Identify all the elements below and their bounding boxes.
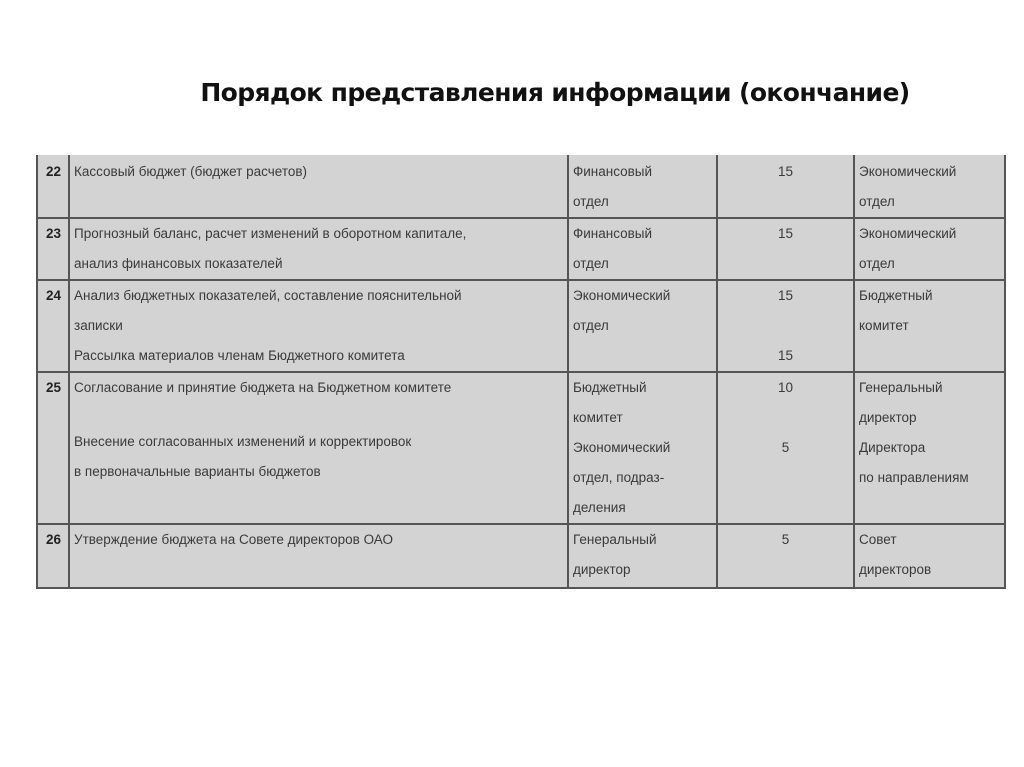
task-text: записки: [74, 318, 123, 333]
page-title: Порядок представления информации (окончание): [200, 78, 910, 107]
responsible-cell: [568, 218, 717, 280]
responsible-text: деления: [573, 500, 626, 515]
row-number: 25: [37, 372, 69, 524]
responsible-text: Финансовый: [573, 226, 653, 241]
table-row: [37, 524, 1005, 588]
days-cell: [717, 280, 854, 372]
task-text: Внесение согласованных изменений и корректировок: [74, 434, 412, 449]
task-text: Кассовый бюджет (бюджет расчетов): [74, 164, 308, 179]
task-text: Рассылка материалов членам Бюджетного комитета: [74, 348, 405, 363]
days-value: 15: [777, 348, 794, 363]
table-row: [37, 155, 1005, 218]
responsible-text: Экономический: [573, 440, 671, 455]
row-number: 22: [37, 155, 69, 218]
row-number: 26: [37, 524, 69, 588]
responsible-text: директор: [573, 562, 631, 577]
task-text: анализ финансовых показателей: [74, 256, 283, 271]
task-cell: [69, 218, 568, 280]
schedule-table: [36, 155, 1006, 589]
responsible-text: отдел: [573, 194, 609, 209]
recipient-text: по направлениям: [859, 470, 969, 485]
table-row: [37, 280, 1005, 372]
responsible-text: Бюджетный: [573, 380, 647, 395]
recipient-text: отдел: [859, 194, 895, 209]
row-number: 23: [37, 218, 69, 280]
days-value: 15: [777, 226, 794, 241]
spacer: [722, 311, 849, 341]
days-cell: [717, 155, 854, 218]
responsible-text: комитет: [573, 410, 623, 425]
recipient-text: Директора: [859, 440, 926, 455]
schedule-table-container: [36, 155, 1004, 589]
task-text: Прогнозный баланс, расчет изменений в оборотном капитале,: [74, 226, 467, 241]
task-cell: [69, 155, 568, 218]
spacer: [722, 403, 849, 433]
days-cell: [717, 372, 854, 524]
recipient-text: отдел: [859, 256, 895, 271]
responsible-cell: [568, 524, 717, 588]
recipient-text: Экономический: [859, 164, 957, 179]
responsible-text: Финансовый: [573, 164, 653, 179]
responsible-text: Генеральный: [573, 532, 657, 547]
task-text: Анализ бюджетных показателей, составление пояснительной: [74, 288, 462, 303]
task-text: в первоначальные варианты бюджетов: [74, 464, 321, 479]
days-value: 5: [781, 532, 790, 547]
days-value: 15: [777, 164, 794, 179]
days-cell: [717, 218, 854, 280]
recipient-cell: [854, 524, 1005, 588]
responsible-text: отдел, подраз-: [573, 470, 665, 485]
task-text: Согласование и принятие бюджета на Бюджетном комитете: [74, 380, 452, 395]
responsible-cell: [568, 280, 717, 372]
recipient-text: Экономический: [859, 226, 957, 241]
recipient-cell: [854, 372, 1005, 524]
responsible-text: Экономический: [573, 288, 671, 303]
days-cell: [717, 524, 854, 588]
recipient-cell: [854, 280, 1005, 372]
recipient-text: Совет: [859, 532, 897, 547]
responsible-text: отдел: [573, 256, 609, 271]
responsible-text: отдел: [573, 318, 609, 333]
task-cell: [69, 524, 568, 588]
days-value: 5: [781, 440, 790, 455]
recipient-text: директоров: [859, 562, 932, 577]
responsible-cell: [568, 372, 717, 524]
days-value: 15: [777, 288, 794, 303]
recipient-text: комитет: [859, 318, 909, 333]
recipient-text: директор: [859, 410, 917, 425]
recipient-cell: [854, 155, 1005, 218]
row-number: 24: [37, 280, 69, 372]
recipient-text: Бюджетный: [859, 288, 933, 303]
days-value: 10: [777, 380, 794, 395]
recipient-text: Генеральный: [859, 380, 943, 395]
table-row: [37, 218, 1005, 280]
task-cell: [69, 372, 568, 524]
table-row: [37, 372, 1005, 524]
responsible-cell: [568, 155, 717, 218]
task-cell: [69, 280, 568, 372]
recipient-cell: [854, 218, 1005, 280]
task-text: Утверждение бюджета на Совете директоров ОАО: [74, 532, 394, 547]
